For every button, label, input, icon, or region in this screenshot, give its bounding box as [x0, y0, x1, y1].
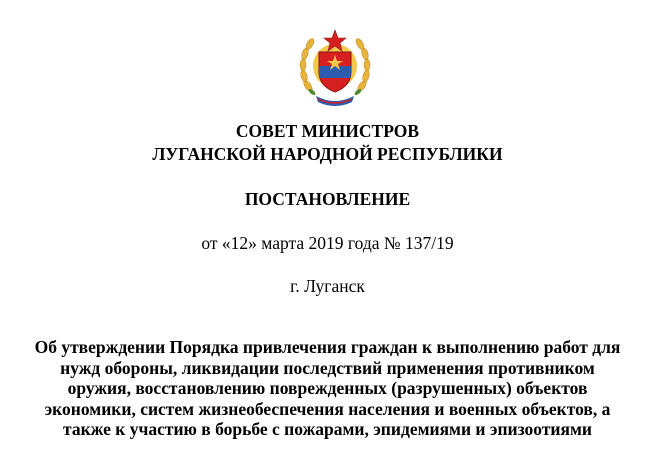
document-title-line: оружия, восстановлению поврежденных (разрушенных) объектов: [67, 378, 588, 398]
document-title-line: также к участию в борьбе с пожарами, эпидемиями и эпизоотиями: [63, 419, 592, 439]
document-date-number: от «12» марта 2019 года № 137/19: [201, 233, 454, 253]
document-type: ПОСТАНОВЛЕНИЕ: [244, 189, 411, 209]
document-title: [0, 337, 655, 440]
document-title-line: нужд обороны, ликвидации последствий применения противником: [60, 357, 595, 378]
organization-name-line1: СОВЕТ МИНИСТРОВ: [235, 121, 420, 141]
document-title-line: экономики, систем жизнеобеспечения населения и военных объектов, а: [44, 398, 611, 419]
coat-of-arms-emblem: [294, 26, 376, 108]
organization-name-line2: ЛУГАНСКОЙ НАРОДНОЙ РЕСПУБЛИКИ: [152, 144, 503, 164]
document-title-line: Об утверждении Порядка привлечения граждан к выполнению работ для: [34, 337, 621, 357]
document-city: г. Луганск: [290, 276, 365, 296]
